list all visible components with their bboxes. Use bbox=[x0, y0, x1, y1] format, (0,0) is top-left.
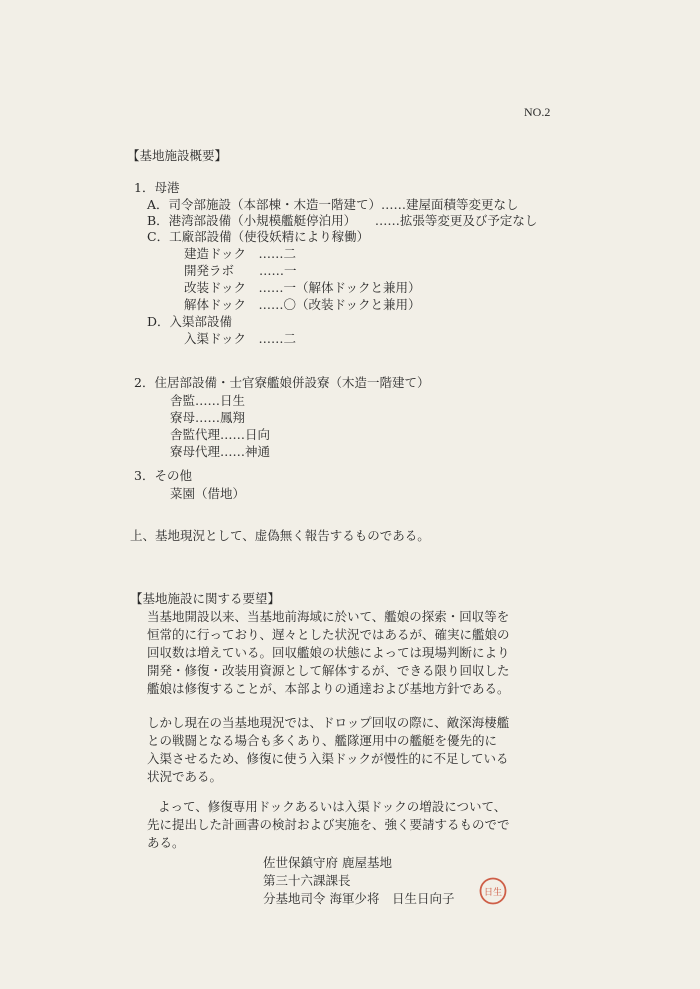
signature-line: 佐世保鎮守府 鹿屋基地 bbox=[263, 855, 392, 870]
item1-a: A．司令部施設（本部棟・木造一階建て）……建屋面積等変更なし bbox=[147, 197, 519, 212]
request-line: との戦闘となる場合も多くあり、艦隊運用中の艦艇を優先的に bbox=[147, 733, 498, 748]
item1-b: B．港湾部設備（小規模艦艇停泊用） ……拡張等変更及び予定なし bbox=[147, 213, 538, 228]
item2-line: 寮母……鳳翔 bbox=[170, 410, 246, 425]
section-title-facilities: 【基地施設概要】 bbox=[127, 148, 228, 163]
item2-line: 寮母代理……神通 bbox=[170, 444, 271, 459]
request-line: 先に提出した計画書の検討および実施を、強く要請するものでで bbox=[147, 817, 510, 832]
item1-c: C．工廠部設備（使役妖精により稼働） bbox=[147, 229, 370, 244]
request-line: ある。 bbox=[147, 835, 185, 850]
item2-heading: 2．住居部設備・士官寮艦娘併設寮（木造一階建て） bbox=[134, 375, 430, 390]
request-line: 恒常的に行っており、遅々とした状況ではあるが、確実に艦娘の bbox=[147, 627, 510, 642]
d-item-repair-dock: 入渠ドック ……二 bbox=[184, 331, 297, 346]
svg-text:日生: 日生 bbox=[483, 888, 503, 898]
c-item-scrap-dock: 解体ドック ……〇（改装ドックと兼用） bbox=[184, 297, 421, 312]
item2-line: 舎監……日生 bbox=[170, 393, 246, 408]
signature-line: 分基地司令 海軍少将 日生日向子 bbox=[263, 891, 455, 906]
request-line: 状況である。 bbox=[147, 769, 223, 784]
section-title-requests: 【基地施設に関する要望】 bbox=[130, 591, 281, 606]
c-item-build-dock: 建造ドック ……二 bbox=[184, 246, 297, 261]
item1-d: D．入渠部設備 bbox=[147, 314, 233, 329]
closing-statement: 上、基地現況として、虚偽無く報告するものである。 bbox=[130, 528, 430, 543]
request-line: 開発・修復・改装用資源として解体するが、できる限り回収した bbox=[147, 663, 510, 678]
seal-stamp bbox=[478, 876, 508, 906]
signature-line: 第三十六課課長 bbox=[263, 873, 351, 888]
request-line: 艦娘は修復することが、本部よりの通達および基地方針である。 bbox=[147, 681, 510, 696]
c-item-dev-lab: 開発ラボ ……一 bbox=[184, 263, 297, 278]
c-item-refit-dock: 改装ドック ……一（解体ドックと兼用） bbox=[184, 280, 421, 295]
item1-heading: 1．母港 bbox=[134, 180, 180, 195]
item3-line: 菜園（借地） bbox=[170, 486, 246, 501]
request-line: 入渠させるため、修復に使う入渠ドックが慢性的に不足している bbox=[147, 751, 509, 766]
request-line: よって、修復専用ドックあるいは入渠ドックの増設について、 bbox=[158, 799, 507, 814]
item2-line: 舎監代理……日向 bbox=[170, 427, 271, 442]
page-number: NO.2 bbox=[524, 105, 551, 119]
request-line: 当基地開設以来、当基地前海域に於いて、艦娘の探索・回収等を bbox=[147, 609, 510, 624]
request-line: しかし現在の当基地現況では、ドロップ回収の際に、敵深海棲艦 bbox=[147, 715, 510, 730]
request-line: 回収数は増えている。回収艦娘の状態によっては現場判断により bbox=[147, 645, 510, 660]
item3-heading: 3．その他 bbox=[134, 468, 192, 483]
